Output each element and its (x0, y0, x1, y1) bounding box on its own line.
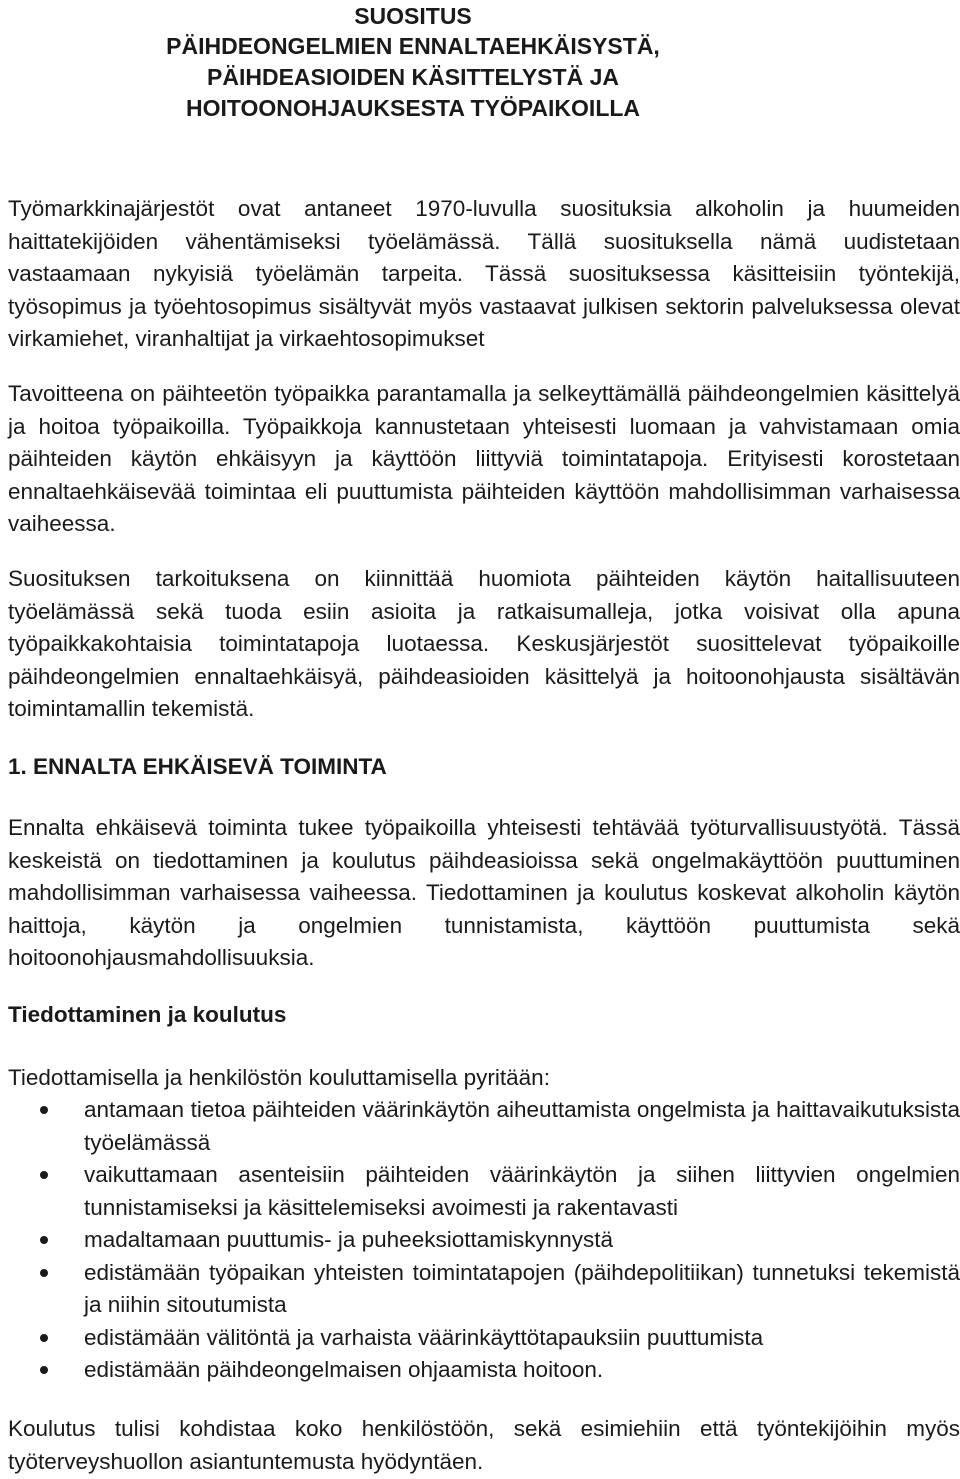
list-item-text: antamaan tietoa päihteiden väärinkäytön aiheuttamista ongelmista ja haittavaikutuksista työelämässä (84, 1097, 960, 1155)
subsection-heading: Tiedottaminen ja koulutus (8, 1002, 287, 1027)
list-item-text: edistämään päihdeongelmaisen ohjaamista hoitoon. (84, 1357, 604, 1382)
bullet-icon (40, 1366, 48, 1374)
list-item-text: vaikuttamaan asenteisiin päihteiden väärinkäytön ja siihen liittyvien ongelmien tunnistamiseksi ja käsittelemiseksi avoimesti ja rakentavasti (84, 1162, 960, 1220)
list-item-text: edistämään välitöntä ja varhaista väärinkäyttötapauksiin puuttumista (84, 1324, 764, 1350)
title-line: SUOSITUS (354, 3, 472, 29)
list-item (8, 1322, 960, 1355)
bullet-icon (40, 1171, 48, 1179)
bullet-icon (40, 1334, 48, 1342)
list-item (8, 1094, 960, 1159)
section-paragraph: Ennalta ehkäisevä toiminta tukee työpaikoilla yhteisesti tehtävää työturvallisuustyötä. Tässä keskeistä on tiedottaminen ja koulutus päihdeasioissa sekä ongelmakäyttöön puuttuminen mahdollisimman varhaisessa vaiheessa. Tiedottaminen ja koulutus koskevat alkoholin käytön haittoja, käytön ja ongelmien tunnistamista, käyttöön puuttumista sekä hoitoonohjausmahdollisuuksia. (8, 815, 960, 970)
title-line: PÄIHDEASIOIDEN KÄSITTELYSTÄ JA (207, 64, 619, 90)
list-item (8, 1257, 960, 1322)
section-heading: 1. ENNALTA EHKÄISEVÄ TOIMINTA (8, 754, 387, 779)
bullet-icon (40, 1106, 48, 1114)
title-line: PÄIHDEONGELMIEN ENNALTAEHKÄISYSTÄ, (166, 33, 660, 59)
bullet-icon (40, 1269, 48, 1277)
list-item-text: madaltamaan puuttumis- ja puheeksiottamiskynnystä (84, 1227, 614, 1252)
intro-paragraph: Tavoitteena on päihteetön työpaikka parantamalla ja selkeyttämällä päihdeongelmien käsittelyä ja hoitoa työpaikoilla. Työpaikkoja kannustetaan yhteisesti luomaan ja vahvistamaan omia päihteiden käytön ehkäisyyn ja käyttöön liittyviä toimintatapoja. Erityisesti korostetaan ennaltaehkäisevää toimintaa eli puuttumista päihteiden käyttöön mahdollisimman varhaisessa vaiheessa. (8, 381, 960, 536)
list-item (8, 1159, 960, 1224)
list-item (8, 1224, 960, 1257)
closing-paragraph: Koulutus tulisi kohdistaa koko henkilöstöön, sekä esimiehiin että työntekijöihin myös työterveyshuollon asiantuntemusta hyödyntäen. (8, 1416, 960, 1474)
list-item (8, 1354, 960, 1387)
intro-paragraph: Työmarkkinajärjestöt ovat antaneet 1970-luvulla suosituksia alkoholin ja huumeiden haittatekijöiden vähentämiseksi työelämässä. Tällä suosituksella nämä uudistetaan vastaamaan nykyisiä työelämän tarpeita. Tässä suosituksessa käsitteisiin työntekijä, työsopimus ja työehtosopimus sisältyvät myös vastaavat julkisen sektorin palveluksessa olevat virkamiehet, viranhaltijat ja virkaehtosopimukset (8, 196, 960, 351)
bullet-icon (40, 1236, 48, 1244)
goals-list (8, 1094, 960, 1387)
intro-paragraph: Suosituksen tarkoituksena on kiinnittää huomiota päihteiden käytön haitallisuuteen työelämässä sekä tuoda esiin asioita ja ratkaisumalleja, jotka voisivat olla apuna työpaikkakohtaisia toimintatapoja luotaessa. Keskusjärjestöt suosittelevat työpaikoille päihdeongelmien ennaltaehkäisyä, päihdeasioiden käsittelyä ja hoitoonohjausta sisältävän toimintamallin tekemistä. (8, 566, 960, 721)
title-line: HOITOONOHJAUKSESTA TYÖPAIKOILLA (185, 95, 641, 121)
list-item-text: edistämään työpaikan yhteisten toimintatapojen (päihdepolitiikan) tunnetuksi tekemistä ja niihin sitoutumista (84, 1259, 960, 1317)
subsection-lead: Tiedottamisella ja henkilöstön kouluttamisella pyritään: (8, 1065, 550, 1090)
